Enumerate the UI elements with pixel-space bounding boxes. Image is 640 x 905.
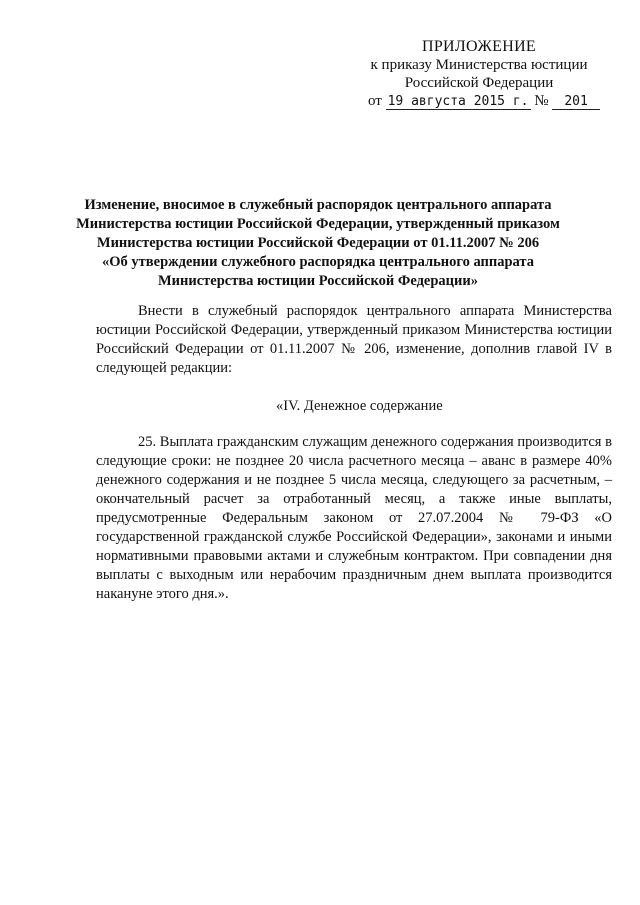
heading-line-2: Министерства юстиции Российской Федерации, утвержденный приказом (76, 216, 560, 232)
number-prefix: № (534, 93, 549, 109)
number-value: 201 (552, 94, 599, 110)
appendix-block (354, 38, 604, 111)
appendix-line-2: Российской Федерации (404, 75, 554, 91)
heading-line-5: Министерства юстиции Российской Федерации» (157, 273, 478, 289)
appendix-title: ПРИЛОЖЕНИЕ (421, 38, 536, 55)
appendix-date-line (368, 92, 604, 111)
date-prefix: от (368, 93, 382, 109)
date-value: 19 августа 2015 г. (387, 94, 529, 109)
chapter-title: «IV. Денежное содержание (276, 398, 443, 414)
heading-line-1: Изменение, вносимое в служебный распорядок центрального аппарата (84, 197, 552, 213)
appendix-line-1: к приказу Министерства юстиции (370, 57, 588, 73)
heading-line-4: «Об утверждении служебного распорядка центрального аппарата (102, 254, 534, 270)
heading-line-3: Министерства юстиции Российской Федерации от 01.11.2007 № 206 (96, 235, 540, 251)
document-heading (60, 196, 576, 291)
paragraph-2: 25. Выплата гражданским служащим денежного содержания производится в следующие сроки: не позднее 20 числа расчетного месяца – аванс в размере 40% денежного содержания и не позднее 5 числа месяца, следующего за расчетным, – окончательный расчет за отработанный месяц, а также иные выплаты, предусмотренные Федеральным законом от 27.07.2004 № 79-ФЗ «О государственной гражданской службе Российской Федерации», законами и иными нормативными правовыми актами и служебным контрактом. При совпадении дня выплаты с выходным или нерабочим праздничным днем выплата производится накануне этого дня.». (96, 434, 612, 602)
paragraph-1: Внести в служебный распорядок центрального аппарата Министерства юстиции Российской Федерации, утвержденный приказом Министерства юстиции Российский Федерации от 01.11.2007 № 206, изменение, дополнив главой IV в следующей редакции: (96, 303, 612, 376)
